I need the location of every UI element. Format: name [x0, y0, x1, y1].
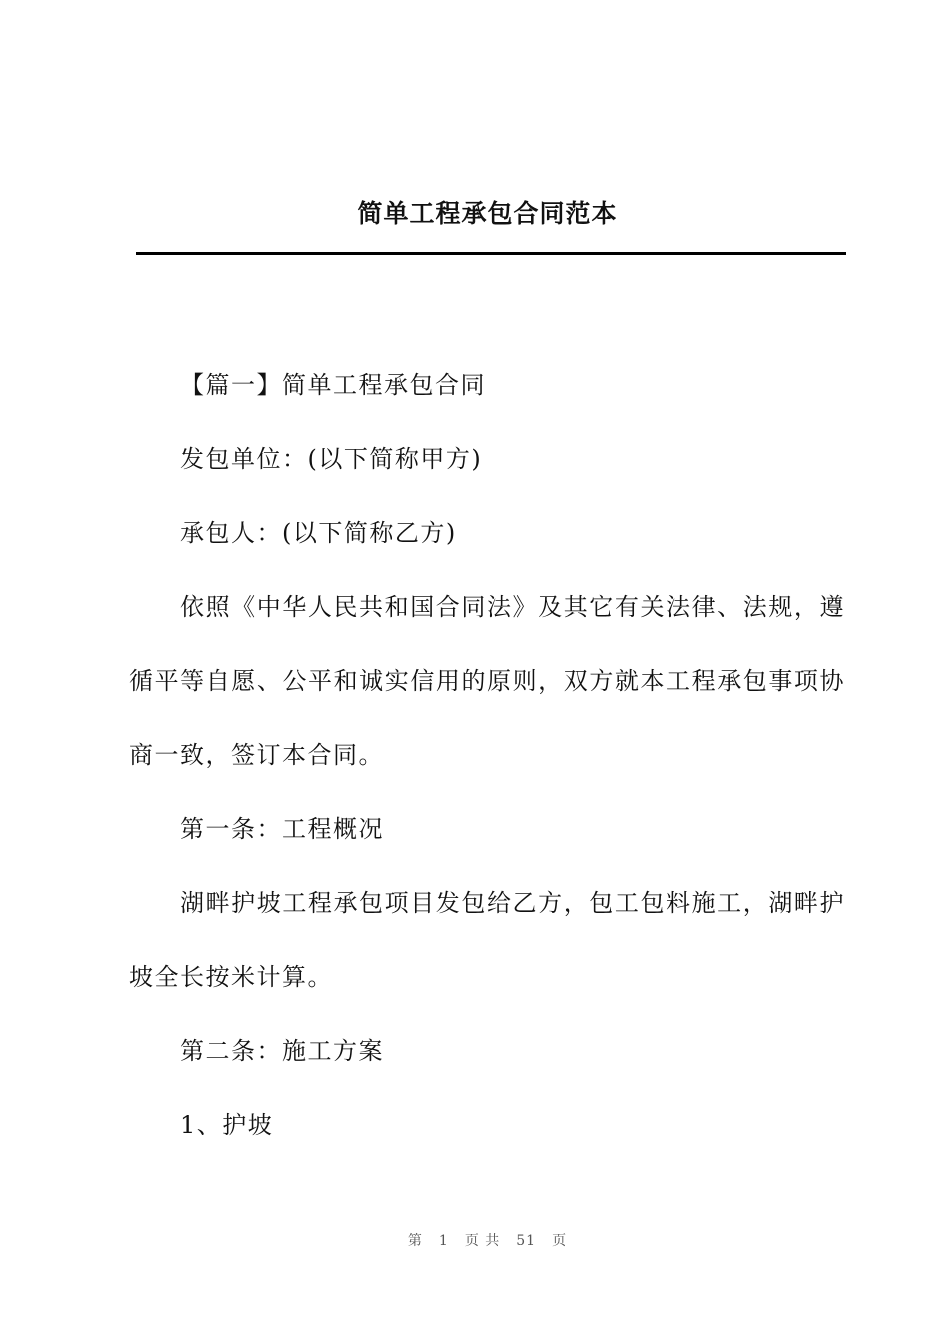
page-footer: [0, 1230, 950, 1250]
document-body: [129, 348, 845, 1162]
footer-suffix: 页: [552, 1233, 568, 1249]
title-divider: [136, 252, 846, 255]
article-one-body: 湖畔护坡工程承包项目发包给乙方，包工包料施工，湖畔护坡全长按米计算。: [129, 889, 845, 991]
article-two-heading: 第二条：施工方案: [180, 1037, 384, 1065]
party-a-line: 发包单位：(以下简称甲方): [180, 445, 483, 473]
article-one-heading: 第一条：工程概况: [180, 815, 384, 843]
preamble-paragraph: 依照《中华人民共和国合同法》及其它有关法律、法规，遵循平等自愿、公平和诚实信用的原则，双方就本工程承包事项协商一致，签订本合同。: [129, 593, 845, 769]
article-two-item-1: 1、护坡: [180, 1111, 274, 1139]
footer-middle: 页 共: [464, 1233, 501, 1249]
footer-prefix: 第: [407, 1233, 423, 1249]
footer-total-pages: 51: [516, 1233, 537, 1249]
party-b-line: 承包人：(以下简称乙方): [180, 519, 457, 547]
document-title: 简单工程承包合同范本: [357, 199, 618, 228]
footer-page-number: 1: [438, 1233, 449, 1249]
section-heading: 【篇一】简单工程承包合同: [180, 371, 486, 399]
